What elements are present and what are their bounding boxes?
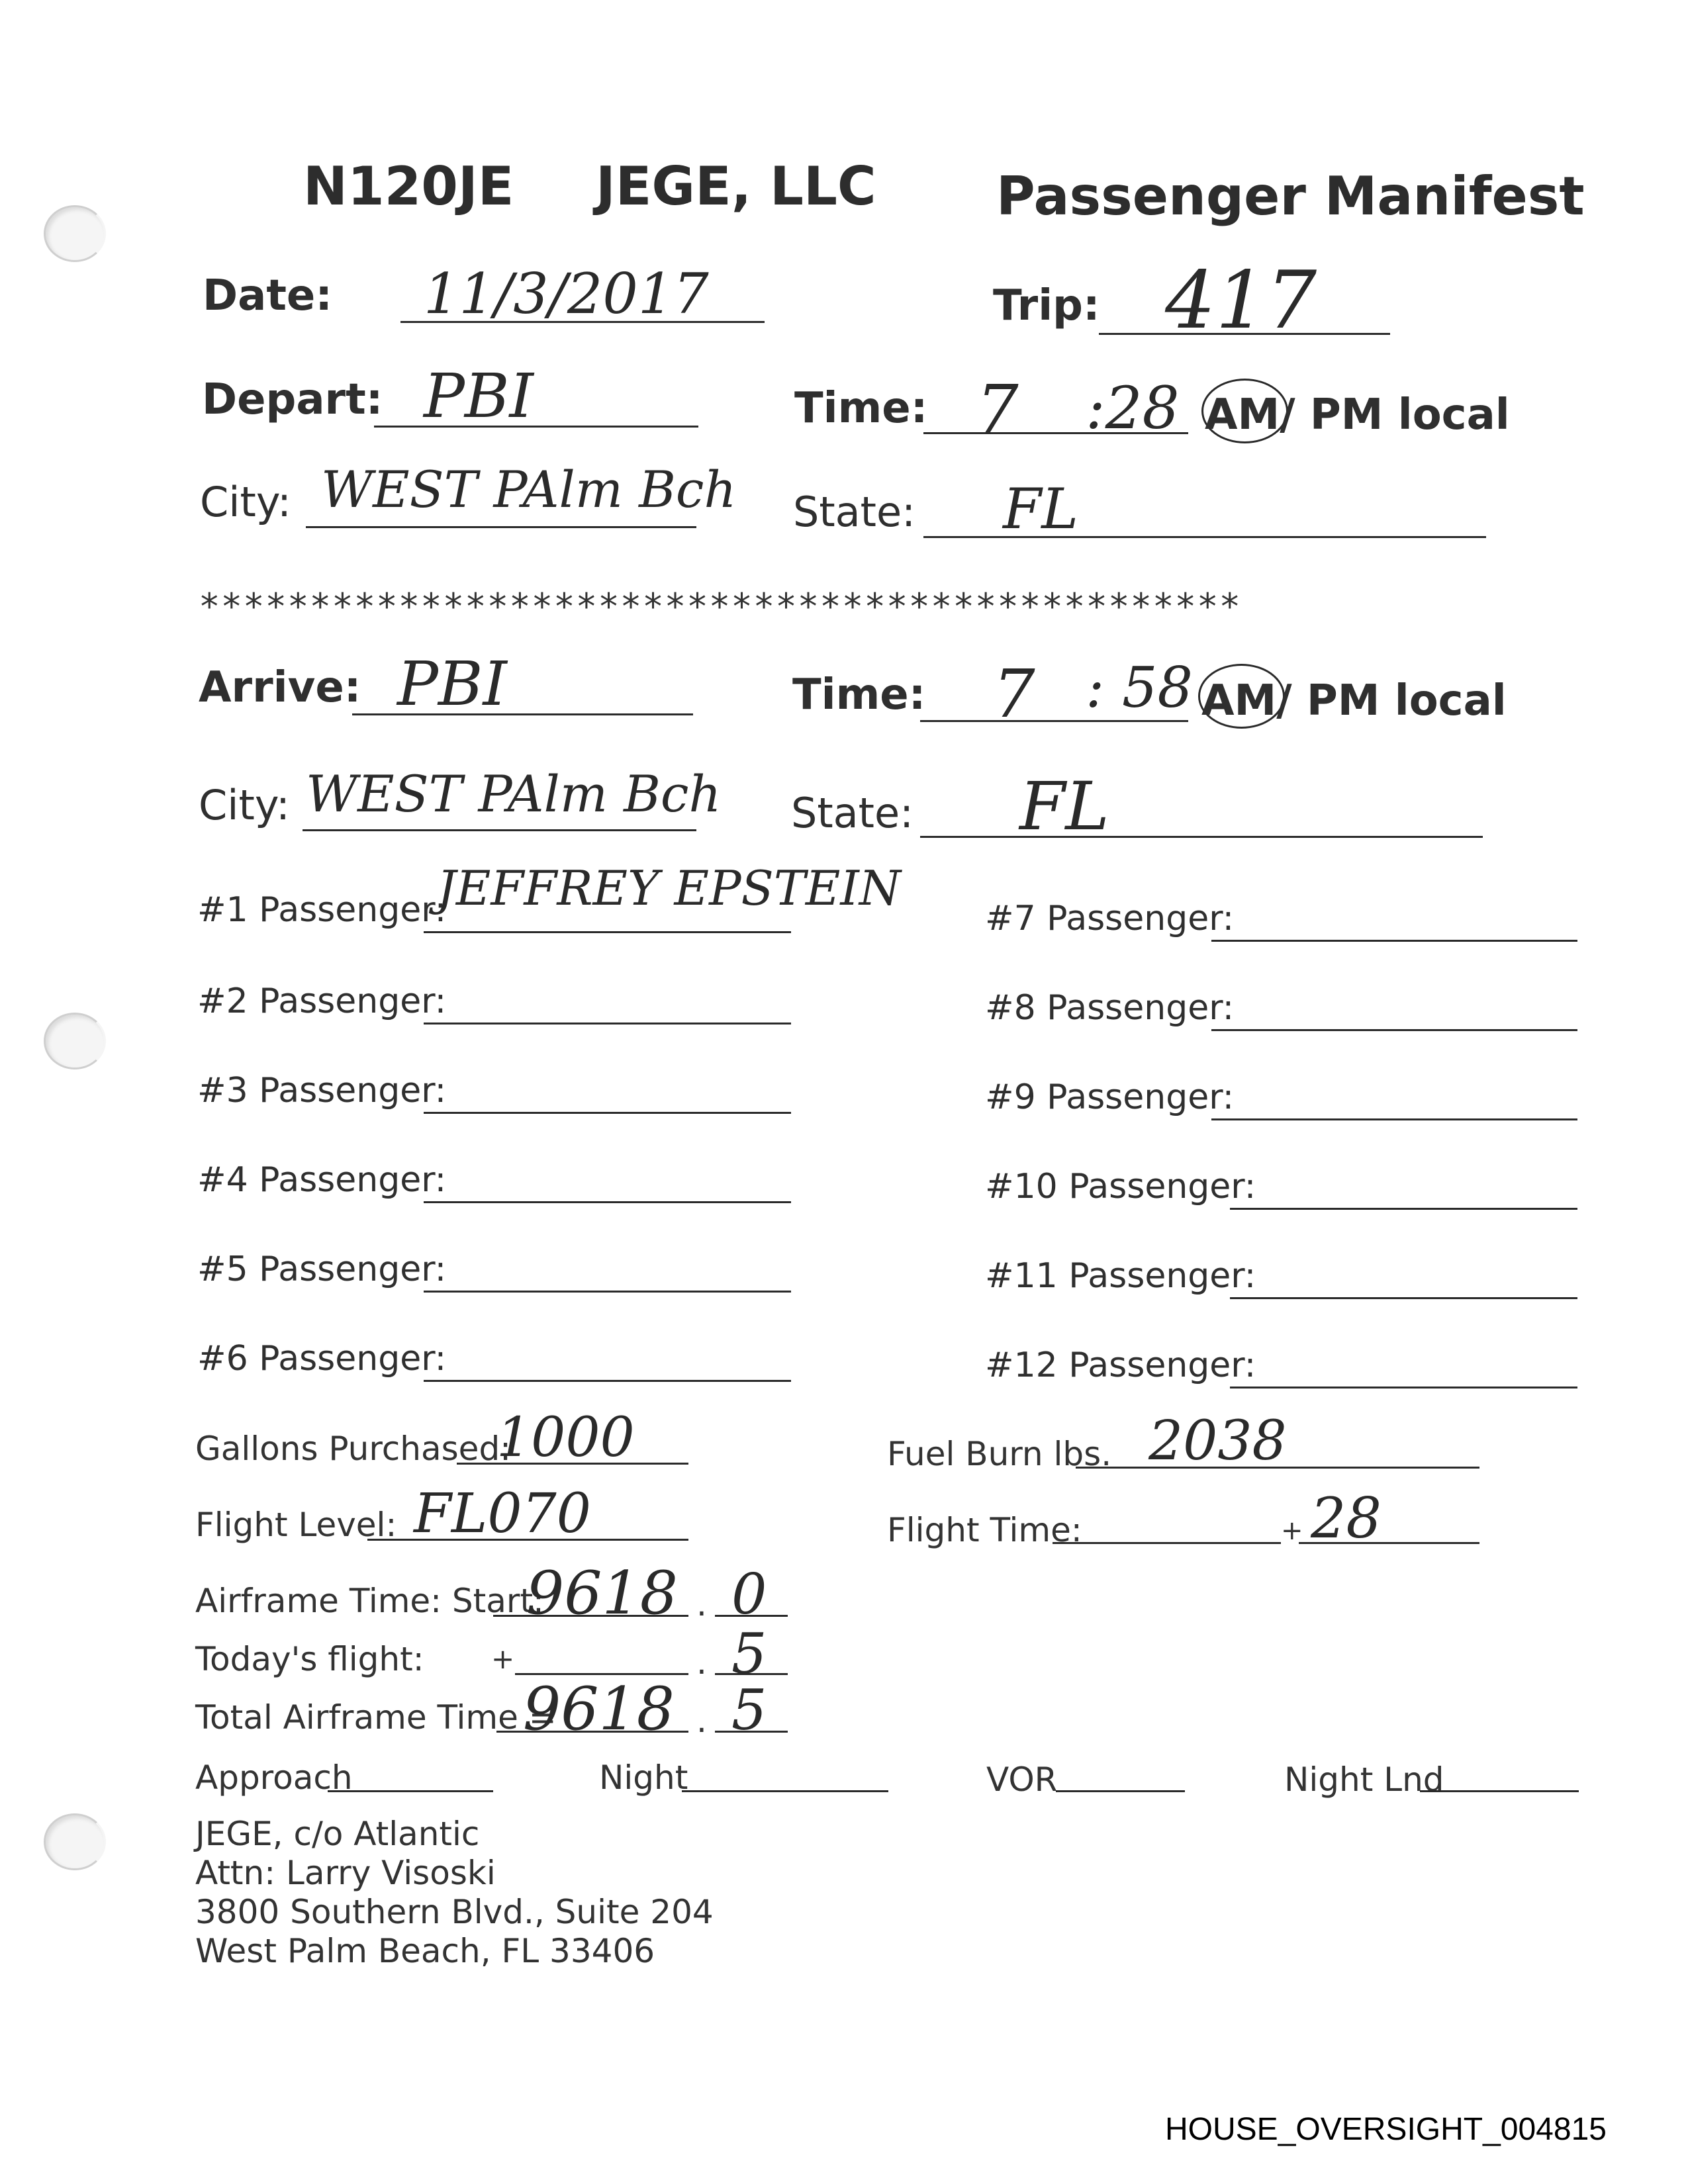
flight-time-value[interactable]: 28 <box>1311 1486 1382 1551</box>
approach-line <box>328 1790 493 1792</box>
depart-line <box>374 426 698 428</box>
fuel-burn-label: Fuel Burn lbs. <box>887 1435 1112 1473</box>
night-lnd-label: Night Lnd <box>1284 1760 1444 1799</box>
fuel-burn-value[interactable]: 2038 <box>1149 1410 1287 1473</box>
arrive-city-label: City: <box>199 781 290 829</box>
arrive-city-line <box>303 829 696 831</box>
depart-label: Depart: <box>202 375 383 424</box>
night-lnd-line <box>1420 1790 1579 1792</box>
trip-line <box>1099 333 1390 335</box>
depart-ampm: AM/ PM local <box>1205 390 1510 439</box>
airframe-start-value[interactable]: 9618 <box>526 1559 679 1628</box>
depart-state-line <box>923 536 1486 538</box>
passenger-label: #2 Passenger: <box>197 981 447 1021</box>
night-label: Night <box>599 1758 688 1797</box>
passenger-line <box>1211 940 1577 942</box>
passenger-line <box>1230 1387 1577 1388</box>
passenger-label: #9 Passenger: <box>985 1077 1235 1117</box>
arrive-time-label: Time: <box>792 670 926 719</box>
depart-time-hour[interactable]: 7 <box>976 371 1019 448</box>
arrive-label: Arrive: <box>199 663 361 712</box>
vor-line <box>1056 1790 1185 1792</box>
date-value[interactable]: 11/3/2017 <box>424 261 709 326</box>
depart-city-label: City: <box>200 478 291 526</box>
flight-time-plus: + <box>1281 1516 1303 1546</box>
arrive-time-line <box>920 720 1188 722</box>
vor-label: VOR <box>986 1760 1058 1799</box>
tail-number: N120JE <box>303 156 514 217</box>
passenger-line <box>424 1112 791 1114</box>
address-line-4: West Palm Beach, FL 33406 <box>195 1932 655 1970</box>
date-line <box>400 321 765 323</box>
airframe-start-label: Airframe Time: Start: <box>195 1582 544 1620</box>
passenger-line <box>424 1291 791 1293</box>
passenger-label: #1 Passenger: <box>197 890 447 930</box>
passenger-label: #8 Passenger: <box>985 988 1235 1028</box>
passenger-label: #4 Passenger: <box>197 1160 447 1200</box>
passenger-line <box>424 1380 791 1382</box>
arrive-state-line <box>920 836 1483 838</box>
address-line-1: JEGE, c/o Atlantic <box>195 1815 480 1853</box>
today-flight-decimal[interactable]: 5 <box>731 1621 767 1686</box>
binder-hole-middle <box>44 1013 106 1069</box>
address-line-2: Attn: Larry Visoski <box>195 1854 496 1892</box>
passenger-line <box>424 1201 791 1203</box>
trip-label: Trip: <box>993 281 1100 330</box>
page-title: Passenger Manifest <box>996 165 1585 227</box>
passenger-line <box>1230 1297 1577 1299</box>
passenger-label: #12 Passenger: <box>985 1345 1256 1385</box>
passenger-name-field[interactable]: JEFFREY EPSTEIN <box>437 860 901 916</box>
gallons-line <box>457 1463 688 1465</box>
passenger-label: #5 Passenger: <box>197 1250 447 1289</box>
total-airframe-value[interactable]: 9618 <box>523 1674 675 1744</box>
arrive-time-hour[interactable]: 7 <box>993 655 1035 733</box>
depart-state-label: State: <box>793 488 916 536</box>
total-airframe-decimal[interactable]: 5 <box>731 1678 767 1743</box>
depart-time-line <box>923 432 1188 434</box>
flight-time-line-b <box>1299 1542 1479 1544</box>
today-flight-dot: . <box>696 1643 707 1682</box>
total-airframe-dot: . <box>696 1702 707 1740</box>
airframe-start-line <box>493 1615 688 1617</box>
date-label: Date: <box>203 271 332 320</box>
arrive-state-label: State: <box>791 789 914 837</box>
bates-number: HOUSE_OVERSIGHT_004815 <box>1165 2112 1607 2147</box>
gallons-value[interactable]: 1000 <box>496 1406 635 1469</box>
flight-time-line-a <box>1053 1542 1281 1544</box>
airframe-start-decimal[interactable]: 0 <box>731 1562 767 1627</box>
depart-city-line <box>306 526 696 528</box>
today-flight-decimal-line <box>715 1673 788 1675</box>
trip-value[interactable]: 417 <box>1165 255 1317 347</box>
arrive-value[interactable]: PBI <box>397 649 507 719</box>
passenger-label: #10 Passenger: <box>985 1167 1256 1206</box>
flight-level-line <box>367 1539 688 1541</box>
airframe-start-decimal-line <box>715 1615 788 1617</box>
total-airframe-label: Total Airframe Time = <box>195 1698 557 1737</box>
separator: *********************************************** <box>199 586 1242 627</box>
arrive-line <box>352 713 693 715</box>
arrive-city-value[interactable]: WEST PAlm Bch <box>306 764 722 823</box>
depart-city-value[interactable]: WEST PAlm Bch <box>321 460 737 519</box>
passenger-line <box>424 1023 791 1024</box>
depart-state-value[interactable]: FL <box>1003 477 1079 541</box>
total-airframe-decimal-line <box>715 1731 788 1733</box>
passenger-label: #3 Passenger: <box>197 1071 447 1111</box>
binder-hole-bottom <box>44 1813 106 1870</box>
passenger-label: #11 Passenger: <box>985 1256 1256 1296</box>
total-airframe-line <box>496 1731 688 1733</box>
airframe-start-dot: . <box>696 1585 707 1623</box>
depart-time-label: Time: <box>794 384 928 433</box>
arrive-ampm: AM/ PM local <box>1201 676 1507 725</box>
today-flight-plus: + <box>491 1643 515 1675</box>
flight-level-label: Flight Level: <box>195 1506 397 1544</box>
company-name: JEGE, LLC <box>596 156 876 217</box>
passenger-line <box>1230 1208 1577 1210</box>
today-flight-label: Today's flight: <box>195 1640 424 1678</box>
approach-label: Approach <box>195 1758 353 1797</box>
night-line <box>682 1790 888 1792</box>
depart-value[interactable]: PBI <box>424 361 534 432</box>
arrive-state-value[interactable]: FL <box>1019 768 1109 845</box>
passenger-line <box>424 931 791 933</box>
binder-hole-top <box>44 205 106 262</box>
flight-level-value[interactable]: FL070 <box>414 1482 591 1545</box>
fuel-burn-line <box>1076 1467 1479 1469</box>
passenger-line <box>1211 1118 1577 1120</box>
flight-time-label: Flight Time: <box>887 1511 1082 1549</box>
passenger-label: #6 Passenger: <box>197 1339 447 1379</box>
address-line-3: 3800 Southern Blvd., Suite 204 <box>195 1893 714 1931</box>
passenger-label: #7 Passenger: <box>985 899 1235 938</box>
depart-time-minute[interactable]: :28 <box>1086 374 1180 442</box>
arrive-time-minute[interactable]: : 58 <box>1086 655 1193 720</box>
passenger-line <box>1211 1029 1577 1031</box>
gallons-label: Gallons Purchased: <box>195 1430 512 1468</box>
